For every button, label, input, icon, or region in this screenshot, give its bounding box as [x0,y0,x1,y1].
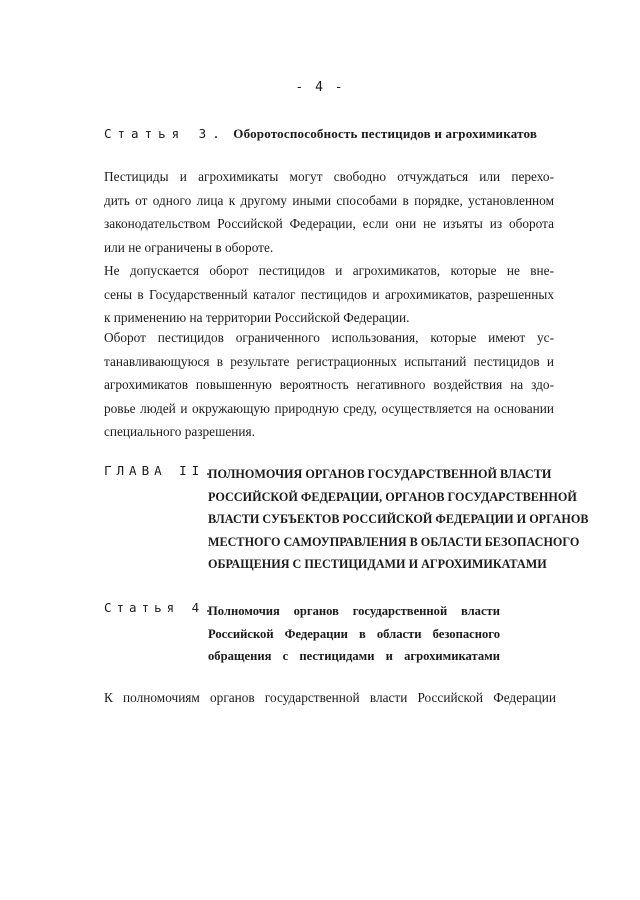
article-4-title-line: обращения с пестицидами и агрохимикатами [208,649,500,663]
chapter-2-title-line: РОССИЙСКОЙ ФЕДЕРАЦИИ, ОРГАНОВ ГОСУДАРСТВЕННОЙ [208,489,577,504]
paragraph-3-line: Оборот пестицидов ограниченного использования, которые имеют ус- [104,330,554,345]
chapter-2-title-line: ВЛАСТИ СУБЪЕКТОВ РОССИЙСКОЙ ФЕДЕРАЦИИ И ОРГАНОВ [208,512,589,526]
paragraph-1-line: дить от одного лица к другому иными способами в порядке, установленном [104,192,554,208]
paragraph-3-line: танавливающуюся в результате регистрационных испытаний пестицидов и [104,353,554,369]
page-number: - 4 - [295,80,345,95]
article-3-label: Статья 3. [104,126,226,141]
paragraph-3-line: агрохимикатов повышенную вероятность негативного воздействия на здо- [104,377,554,392]
paragraph-1 [104,165,554,259]
paragraph-1-line: или не ограничены в обороте. [104,239,274,255]
article-4-title-line: Российской Федерации в области безопасного [208,626,500,641]
paragraph-2-line: к применению на территории Российской Федерации. [104,310,410,325]
chapter-2-title-line: МЕСТНОГО САМОУПРАВЛЕНИЯ В ОБЛАСТИ БЕЗОПАСНОГО [208,534,580,549]
chapter-2-title [208,463,589,576]
chapter-2-title-line: ПОЛНОМОЧИЯ ОРГАНОВ ГОСУДАРСТВЕННОЙ ВЛАСТИ [208,467,552,481]
chapter-2-label: ГЛАВА II. [104,463,217,478]
paragraph-2 [104,259,554,330]
paragraph-1-line: законодательством Российской Федерации, если они не изъяты из оборота [104,216,554,231]
article-4-title [208,600,500,668]
paragraph-3 [104,326,554,444]
paragraph-1-line: Пестициды и агрохимикаты могут свободно отчуждаться или перехо- [104,169,554,184]
paragraph-3-line: ровье людей и окружающую природную среду, осуществляется на основании [104,400,554,416]
article-4-label: Статья 4. [104,600,217,615]
article-3-title: Оборотоспособность пестицидов и агрохимикатов [233,126,538,141]
article-3-heading [104,126,537,142]
paragraph-2-line: сены в Государственный каталог пестицидов и агрохимикатов, разрешенных [104,286,554,302]
article-4-title-line: Полномочия органов государственной власти [208,604,500,618]
paragraph-2-line: Не допускается оборот пестицидов и агрохимикатов, которые не вне- [104,263,554,278]
final-text-line: К полномочиям органов государственной власти Российской Федерации [104,690,556,705]
chapter-2-title-line: ОБРАЩЕНИЯ С ПЕСТИЦИДАМИ И АГРОХИМИКАТАМИ [208,557,547,571]
paragraph-3-line: специального разрешения. [104,424,255,439]
